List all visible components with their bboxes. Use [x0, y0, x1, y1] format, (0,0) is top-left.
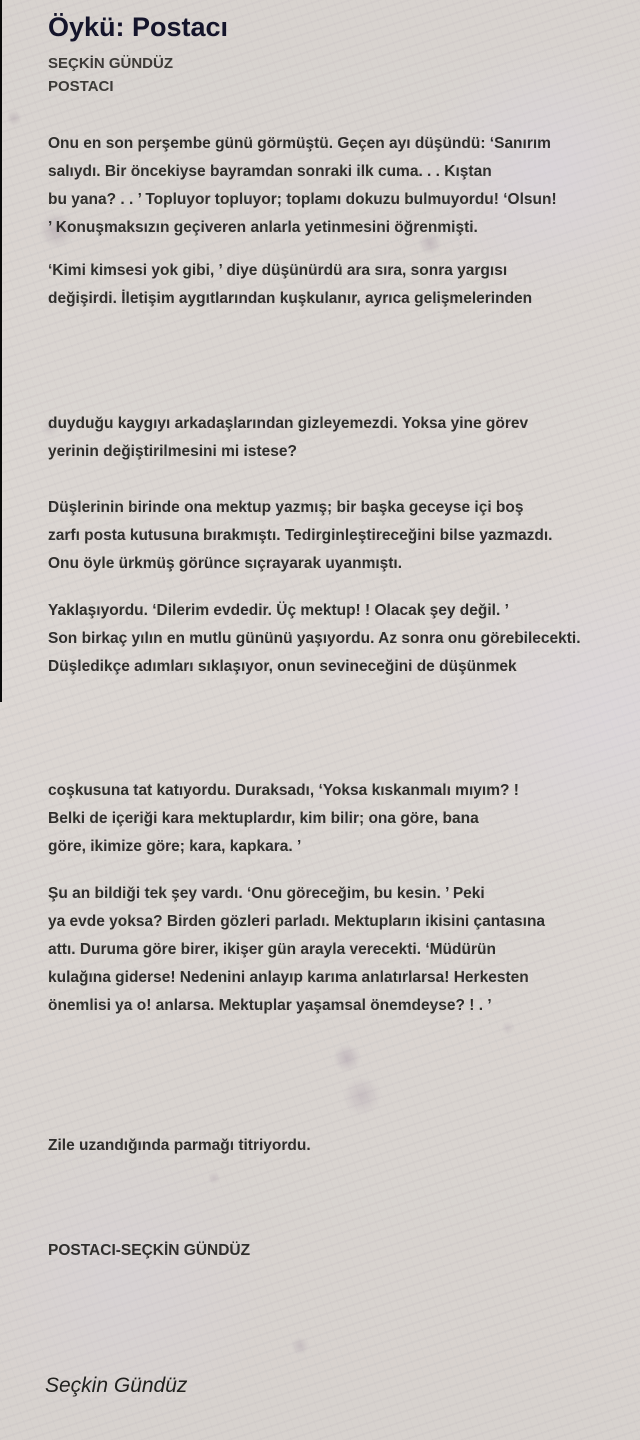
story-paragraph — [48, 257, 532, 313]
story-paragraph — [48, 1237, 250, 1265]
story-line: Düşlerinin birinde ona mektup yazmış; bir başka geceyse içi boş — [48, 499, 524, 516]
story-line: değişirdi. İletişim aygıtlarından kuşkulanır, ayrıca gelişmelerinden — [48, 290, 533, 307]
footer-author-signature: Seçkin Gündüz — [45, 1374, 188, 1397]
story-line: ya evde yoksa? Birden gözleri parladı. Mektupların ikisini çantasına — [48, 913, 546, 930]
story-heading: POSTACI — [48, 78, 114, 95]
story-line: Şu an bildiği tek şey vardı. ‘Onu göreceğim, bu kesin. ’ Peki — [48, 885, 485, 902]
story-paragraph — [48, 597, 581, 681]
story-line: Düşledikçe adımları sıklaşıyor, onun sevineceğini de düşünmek — [48, 658, 517, 675]
story-line: göre, ikimize göre; kara, kapkara. ’ — [48, 838, 302, 855]
story-line: bu yana? . . ’ Topluyor topluyor; toplamı dokuzu bulmuyordu! ‘Olsun! — [48, 191, 557, 208]
story-line: yerinin değiştirilmesini mi istese? — [48, 443, 297, 460]
story-line: önemlisi ya o! anlarsa. Mektuplar yaşamsal önemdeyse? ! . ’ — [48, 997, 492, 1014]
story-line: ’ Konuşmaksızın geçiveren anlarla yetinmesini öğrenmişti. — [48, 219, 478, 236]
story-line: kulağına giderse! Nedenini anlayıp karıma anlatırlarsa! Herkesten — [48, 969, 529, 986]
author-name: SEÇKİN GÜNDÜZ — [48, 55, 174, 72]
story-line: Son birkaç yılın en mutlu gününü yaşıyordu. Az sonra onu görebilecekti. — [48, 630, 581, 647]
page-title: Öykü: Postacı — [48, 12, 229, 42]
story-paragraph — [48, 130, 557, 242]
story-line: Yaklaşıyordu. ‘Dilerim evdedir. Üç mektup! ! Olacak şey değil. ’ — [48, 602, 509, 619]
story-line: Onu öyle ürkmüş görünce sıçrayarak uyanmıştı. — [48, 555, 403, 572]
story-paragraph — [48, 1132, 311, 1160]
story-line: duyduğu kaygıyı arkadaşlarından gizleyemezdi. Yoksa yine görev — [48, 415, 529, 432]
story-line: Belki de içeriği kara mektuplardır, kim bilir; ona göre, bana — [48, 810, 479, 827]
story-line: POSTACI-SEÇKİN GÜNDÜZ — [48, 1242, 251, 1259]
story-paragraph — [48, 494, 552, 578]
story-line: Onu en son perşembe günü görmüştü. Geçen ayı düşündü: ‘Sanırım — [48, 135, 551, 152]
story-line: ‘Kimi kimsesi yok gibi, ’ diye düşünürdü ara sıra, sonra yargısı — [48, 262, 508, 279]
story-line: zarfı posta kutusuna bırakmıştı. Tedirginleştireceğini bilse yazmazdı. — [48, 527, 553, 544]
left-edge-strip — [0, 0, 2, 702]
story-paragraph — [48, 880, 545, 1020]
story-line: Zile uzandığında parmağı titriyordu. — [48, 1137, 311, 1154]
story-line: salıydı. Bir öncekiyse bayramdan sonraki ilk cuma. . . Kıştan — [48, 163, 492, 180]
story-paragraph — [48, 777, 519, 861]
story-paragraph — [48, 410, 528, 466]
story-line: coşkusuna tat katıyordu. Duraksadı, ‘Yoksa kıskanmalı mıyım? ! — [48, 782, 519, 799]
story-line: attı. Duruma göre birer, ikişer gün arayla verecekti. ‘Müdürün — [48, 941, 496, 958]
